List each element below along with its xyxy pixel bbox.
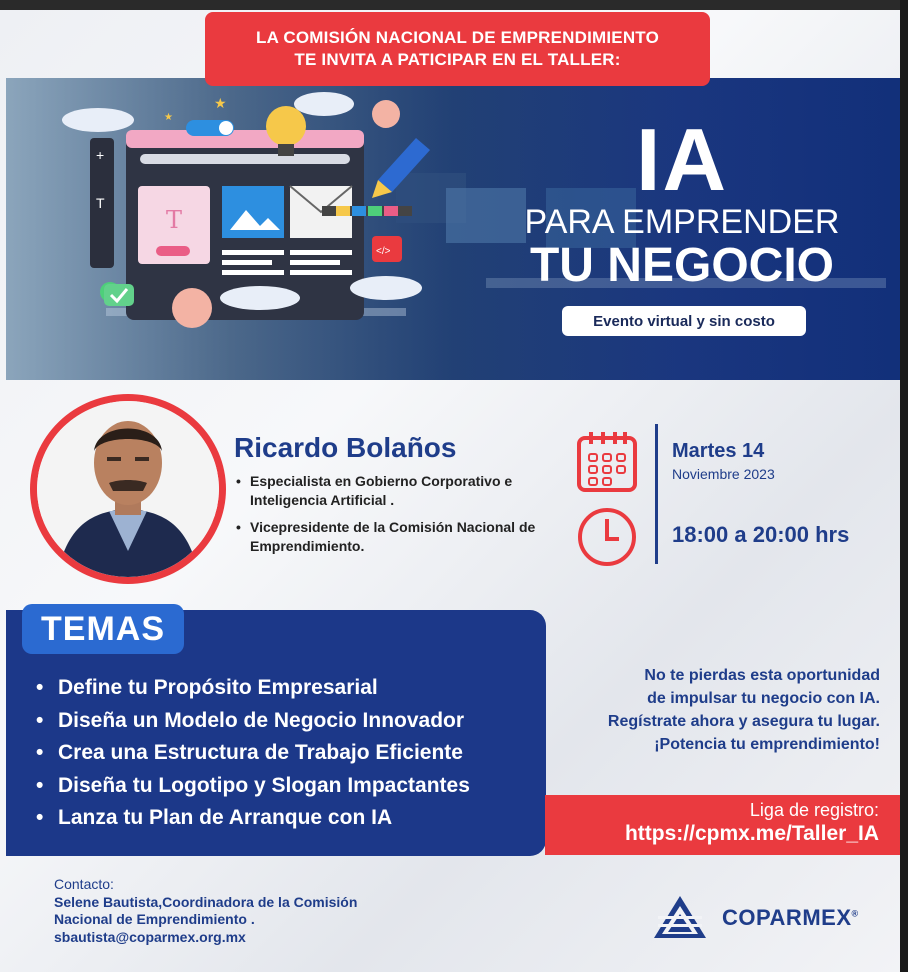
contact-org: Nacional de Emprendimiento . bbox=[54, 911, 255, 927]
speaker-bio-item: • Especialista en Gobierno Corporativo e Inteligencia Artificial . bbox=[234, 472, 564, 510]
invitation-line-1: LA COMISIÓN NACIONAL DE EMPRENDIMIENTO bbox=[255, 28, 660, 47]
topic-item: • Lanza tu Plan de Arranque con IA bbox=[36, 802, 470, 835]
coparmex-logo-text bbox=[722, 905, 859, 931]
virtual-event-badge: Evento virtual y sin costo bbox=[562, 306, 806, 336]
workshop-title bbox=[512, 110, 852, 292]
promo-line: No te pierdas esta oportunidad bbox=[644, 667, 880, 684]
registration-link[interactable]: https://cpmx.me/Taller_IA bbox=[624, 822, 879, 845]
title-tu-negocio: TU NEGOCIO bbox=[529, 239, 834, 292]
title-para-emprender: PARA EMPRENDER bbox=[524, 203, 840, 241]
promo-line: de impulsar tu negocio con IA. bbox=[647, 690, 880, 707]
contact-label: Contacto: bbox=[54, 876, 114, 892]
svg-text:★: ★ bbox=[214, 95, 227, 111]
calendar-icon bbox=[575, 430, 639, 494]
speaker-name: Ricardo Bolaños bbox=[234, 432, 457, 463]
contact-info bbox=[54, 876, 357, 946]
speaker-avatar bbox=[37, 401, 219, 577]
event-month-year: Noviembre 2023 bbox=[672, 466, 775, 482]
speaker-bio-item: • Vicepresidente de la Comisión Nacional de Emprendimiento. bbox=[234, 518, 564, 556]
invitation-banner bbox=[205, 12, 710, 86]
promo-text bbox=[548, 664, 880, 756]
registered-mark: ® bbox=[851, 908, 859, 919]
svg-text:+: + bbox=[96, 147, 105, 163]
event-hours: 18:00 a 20:00 hrs bbox=[672, 522, 850, 547]
invitation-line-2: TE INVITA A PATICIPAR EN EL TALLER: bbox=[294, 50, 621, 69]
svg-text:T: T bbox=[166, 206, 183, 234]
clock-icon bbox=[575, 505, 639, 569]
svg-text:</>: </> bbox=[376, 246, 391, 257]
topic-item: • Define tu Propósito Empresarial bbox=[36, 672, 470, 705]
topic-item: • Diseña un Modelo de Negocio Innovador bbox=[36, 705, 470, 738]
topic-item: • Diseña tu Logotipo y Slogan Impactantes bbox=[36, 770, 470, 803]
topics-title: TEMAS bbox=[22, 604, 184, 654]
speaker-bio bbox=[234, 472, 564, 564]
brand-name: COPARMEX bbox=[722, 905, 852, 930]
contact-email[interactable]: sbautista@coparmex.org.mx bbox=[54, 928, 246, 945]
coparmex-logo-icon bbox=[652, 894, 708, 942]
promo-line: Regístrate ahora y asegura tu lugar. bbox=[607, 713, 880, 730]
promo-line: ¡Potencia tu emprendimiento! bbox=[654, 736, 880, 753]
topics-list bbox=[36, 672, 470, 835]
schedule-divider bbox=[655, 424, 658, 564]
contact-name: Selene Bautista,Coordinadora de la Comisión bbox=[54, 893, 358, 910]
title-ia: IA bbox=[636, 110, 728, 209]
top-border bbox=[0, 0, 900, 10]
topic-item: • Crea una Estructura de Trabajo Eficiente bbox=[36, 737, 470, 770]
svg-text:★: ★ bbox=[164, 112, 173, 123]
svg-text:T: T bbox=[96, 195, 105, 211]
registration-label: Liga de registro: bbox=[749, 800, 879, 820]
event-day: Martes 14 bbox=[672, 440, 765, 462]
